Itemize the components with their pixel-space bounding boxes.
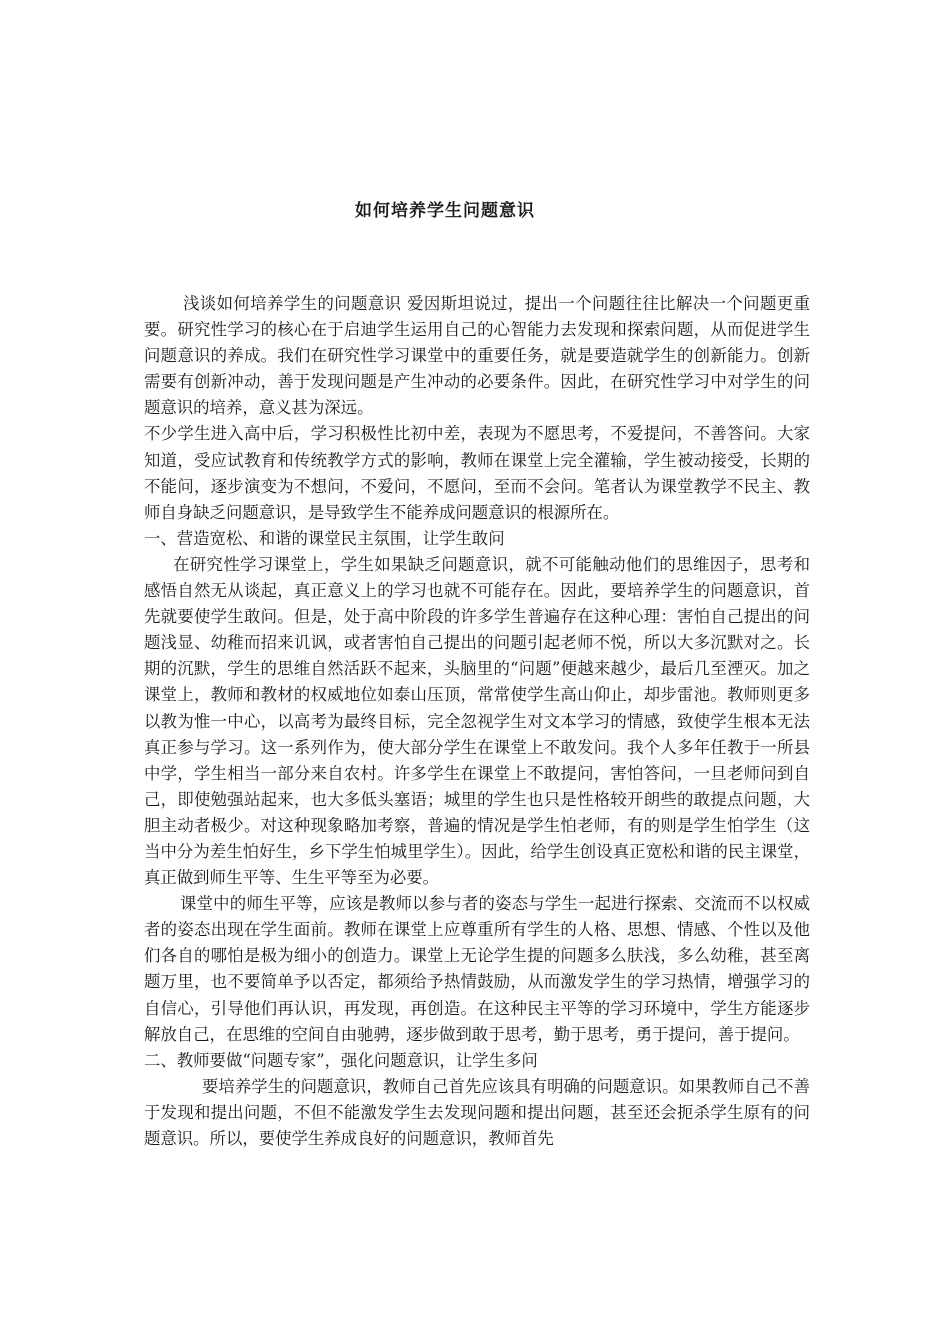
section-heading-1: 一、营造宽松、和谐的课堂民主氛围，让学生敢问 <box>144 528 505 548</box>
section1-paragraph-2: 课堂中的师生平等，应该是教师以参与者的姿态与学生一起进行探索、交流而不以权威者的姿态出现在学生面前。教师在课堂上应尊重所有学生的人格、思想、情感、个性以及他们各自的哪怕是极为细小的创造力。课堂上无论学生提的问题多么肤浅，多么幼稚，甚至离题万里，也不要简单予以否定，都须给予热情鼓励，从而激发学生的学习热情，增强学习的自信心，引导他们再认识，再发现，再创造。在这种民主平等的学习环境中，学生方能逐步解放自己，在思维的空间自由驰骋，逐步做到敢于思考，勤于思考，勇于提问，善于提问。 <box>144 894 810 1044</box>
section-heading-2: 二、教师要做“问题专家”，强化问题意识，让学生多问 <box>144 1050 538 1070</box>
section2-paragraph-1: 要培养学生的问题意识，教师自己首先应该具有明确的问题意识。如果教师自己不善于发现和提出问题，不但不能激发学生去发现问题和提出问题，甚至还会扼杀学生原有的问题意识。所以，要使学生养成良好的问题意识，教师首先 <box>144 1076 810 1148</box>
section1-paragraph-1: 在研究性学习课堂上，学生如果缺乏问题意识，就不可能触动他们的思维因子，思考和感悟自然无从谈起，真正意义上的学习也就不可能存在。因此，要培养学生的问题意识，首先就要使学生敢问。但是，处于高中阶段的许多学生普遍存在这种心理：害怕自己提出的问题浅显、幼稚而招来讥讽，或者害怕自己提出的问题引起老师不悦，所以大多沉默对之。长期的沉默，学生的思维自然活跃不起来，头脑里的“问题”便越来越少，最后几至湮灭。加之课堂上，教师和教材的权威地位如泰山压顶，常常使学生高山仰止，却步雷池。教师则更多以教为惟一中心，以高考为最终目标，完全忽视学生对文本学习的情感，致使学生根本无法真正参与学习。这一系列作为，使大部分学生在课堂上不敢发问。我个人多年任教于一所县中学，学生相当一部分来自农村。许多学生在课堂上不敢提问，害怕答问，一旦老师问到自己，即使勉强站起来，也大多低头塞语；城里的学生也只是性格较开朗些的敢提点问题，大胆主动者极少。对这种现象略加考察，普遍的情况是学生怕老师，有的则是学生怕学生（这当中分为差生怕好生，乡下学生怕城里学生）。因此，给学生创设真正宽松和谐的民主课堂，真正做到师生平等、生生平等至为必要。 <box>144 554 810 888</box>
document-body <box>144 291 810 1152</box>
reason-paragraph: 不少学生进入高中后，学习积极性比初中差，表现为不愿思考，不爱提问，不善答问。大家知道，受应试教育和传统教学方式的影响，教师在课堂上完全灌输，学生被动接受，长期的不能问，逐步演变为不想问，不爱问，不愿问，至而不会问。笔者认为课堂教学不民主、教师自身缺乏问题意识，是导致学生不能养成问题意识的根源所在。 <box>144 424 810 522</box>
intro-paragraph: 浅谈如何培养学生的问题意识 爱因斯坦说过，提出一个问题往往比解决一个问题更重要。研究性学习的核心在于启迪学生运用自己的心智能力去发现和探索问题，从而促进学生问题意识的养成。我们在研究性学习课堂中的重要任务，就是要造就学生的创新能力。创新需要有创新冲动，善于发现问题是产生冲动的必要条件。因此，在研究性学习中对学生的问题意识的培养，意义甚为深远。 <box>144 294 810 418</box>
page-title: 如何培养学生问题意识 <box>355 201 535 221</box>
